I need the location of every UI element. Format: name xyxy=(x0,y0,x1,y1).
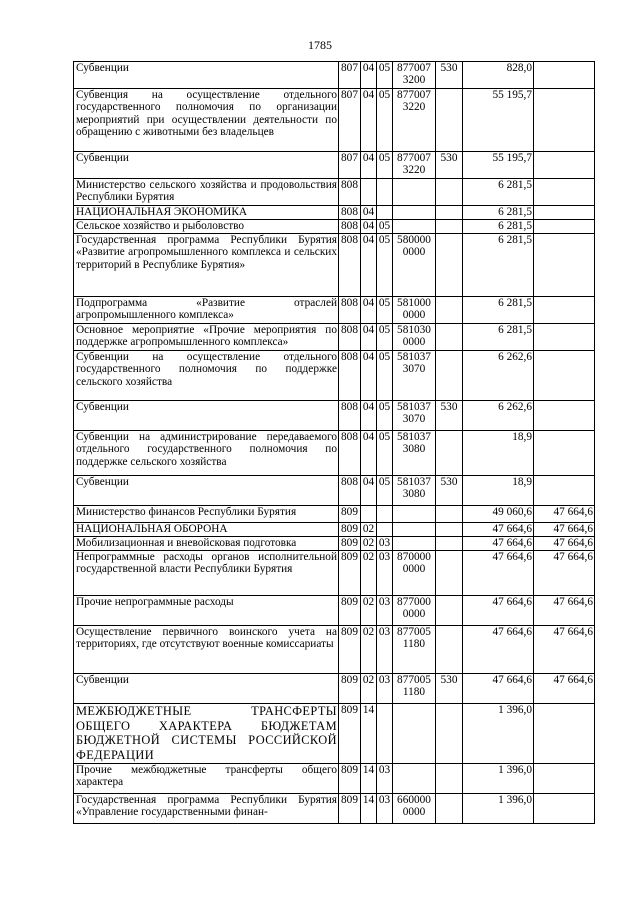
table-row xyxy=(74,523,595,537)
ministry-code: 809 xyxy=(339,506,361,523)
expense-type-code xyxy=(436,324,463,351)
table-row xyxy=(74,297,595,324)
amount-year-2 xyxy=(534,401,595,431)
amount-year-2: 47 664,6 xyxy=(534,523,595,537)
target-article-code xyxy=(393,674,436,704)
subsection-code: 03 xyxy=(377,596,393,626)
target-code-part-1: 580000 xyxy=(397,234,431,246)
row-name: НАЦИОНАЛЬНАЯ ЭКОНОМИКА xyxy=(74,206,339,220)
amount-year-2 xyxy=(534,234,595,297)
target-code-part-1: 660000 xyxy=(397,794,431,806)
section-code: 04 xyxy=(361,297,377,324)
amount-year-1: 1 396,0 xyxy=(463,764,534,794)
amount-year-2 xyxy=(534,220,595,234)
target-article-code xyxy=(393,324,436,351)
subsection-code: 05 xyxy=(377,62,393,89)
table-row xyxy=(74,206,595,220)
ministry-code: 809 xyxy=(339,551,361,596)
amount-year-1: 47 664,6 xyxy=(463,537,534,551)
expense-type-code xyxy=(436,351,463,401)
section-code: 04 xyxy=(361,89,377,152)
section-code: 04 xyxy=(361,62,377,89)
amount-year-2 xyxy=(534,764,595,794)
amount-year-2 xyxy=(534,794,595,824)
amount-year-2 xyxy=(534,206,595,220)
target-code-part-1: 877007 xyxy=(397,62,431,74)
subsection-code: 05 xyxy=(377,351,393,401)
target-code-part-1: 581000 xyxy=(397,297,431,309)
table-row xyxy=(74,596,595,626)
ministry-code: 809 xyxy=(339,704,361,764)
ministry-code: 809 xyxy=(339,596,361,626)
row-name: Подпрограмма «Развитие отраслей агропромышленного комплекса» xyxy=(74,297,339,324)
target-code-part-1: 877000 xyxy=(397,596,431,608)
amount-year-2 xyxy=(534,476,595,506)
section-code: 02 xyxy=(361,626,377,674)
table-row xyxy=(74,234,595,297)
expense-type-code xyxy=(436,626,463,674)
target-article-code xyxy=(393,764,436,794)
amount-year-1: 1 396,0 xyxy=(463,704,534,764)
table-row xyxy=(74,220,595,234)
expense-type-code xyxy=(436,220,463,234)
table-row xyxy=(74,431,595,476)
ministry-code: 807 xyxy=(339,89,361,152)
amount-year-2: 47 664,6 xyxy=(534,596,595,626)
ministry-code: 808 xyxy=(339,324,361,351)
amount-year-2 xyxy=(534,179,595,206)
target-code-part-1: 581030 xyxy=(397,324,431,336)
subsection-code: 03 xyxy=(377,674,393,704)
ministry-code: 809 xyxy=(339,626,361,674)
target-article-code xyxy=(393,506,436,523)
ministry-code: 808 xyxy=(339,297,361,324)
target-article-code xyxy=(393,179,436,206)
section-code: 04 xyxy=(361,234,377,297)
target-article-code xyxy=(393,89,436,152)
subsection-code: 05 xyxy=(377,152,393,179)
expense-type-code xyxy=(436,431,463,476)
target-article-code xyxy=(393,297,436,324)
subsection-code: 03 xyxy=(377,551,393,596)
expense-type-code: 530 xyxy=(436,62,463,89)
target-article-code xyxy=(393,704,436,764)
section-code: 02 xyxy=(361,523,377,537)
row-name: Мобилизационная и вневойсковая подготовка xyxy=(74,537,339,551)
section-code: 04 xyxy=(361,152,377,179)
target-article-code xyxy=(393,537,436,551)
target-article-code xyxy=(393,401,436,431)
table-row xyxy=(74,794,595,824)
target-article-code xyxy=(393,351,436,401)
section-code: 04 xyxy=(361,220,377,234)
ministry-code: 809 xyxy=(339,537,361,551)
target-article-code xyxy=(393,626,436,674)
subsection-code: 05 xyxy=(377,220,393,234)
ministry-code: 808 xyxy=(339,234,361,297)
amount-year-1: 47 664,6 xyxy=(463,523,534,537)
target-code-part-1: 877007 xyxy=(397,152,431,164)
table-row xyxy=(74,537,595,551)
row-name: Министерство финансов Республики Бурятия xyxy=(74,506,339,523)
amount-year-2 xyxy=(534,431,595,476)
section-code: 04 xyxy=(361,431,377,476)
ministry-code: 808 xyxy=(339,220,361,234)
amount-year-1: 18,9 xyxy=(463,476,534,506)
table-row xyxy=(74,351,595,401)
amount-year-1: 6 262,6 xyxy=(463,351,534,401)
subsection-code xyxy=(377,506,393,523)
target-code-part-1: 877005 xyxy=(397,626,431,638)
target-article-code xyxy=(393,152,436,179)
subsection-code: 05 xyxy=(377,324,393,351)
amount-year-2: 47 664,6 xyxy=(534,537,595,551)
section-code: 14 xyxy=(361,704,377,764)
amount-year-2 xyxy=(534,297,595,324)
amount-year-2 xyxy=(534,324,595,351)
ministry-code: 808 xyxy=(339,476,361,506)
expense-type-code: 530 xyxy=(436,152,463,179)
amount-year-1: 47 664,6 xyxy=(463,551,534,596)
row-name: Субвенции xyxy=(74,401,339,431)
target-code-part-2: 0000 xyxy=(402,608,426,621)
target-code-part-2: 0000 xyxy=(402,563,426,576)
table-row xyxy=(74,551,595,596)
table-row xyxy=(74,506,595,523)
amount-year-1: 55 195,7 xyxy=(463,152,534,179)
section-code: 14 xyxy=(361,794,377,824)
table-row xyxy=(74,764,595,794)
subsection-code: 03 xyxy=(377,794,393,824)
target-code-part-2: 0000 xyxy=(402,246,426,259)
row-name: Субвенция на осуществление отдельного государственного полномочия по организации мероприятий при осуществлении деятельности по обращению с животными без владельцев xyxy=(74,89,339,152)
amount-year-1: 6 281,5 xyxy=(463,324,534,351)
amount-year-2: 47 664,6 xyxy=(534,551,595,596)
expense-type-code xyxy=(436,297,463,324)
target-code-part-1: 870000 xyxy=(397,551,431,563)
expense-type-code: 530 xyxy=(436,476,463,506)
subsection-code xyxy=(377,523,393,537)
expense-type-code xyxy=(436,206,463,220)
row-name: Министерство сельского хозяйства и продовольствия Республики Бурятия xyxy=(74,179,339,206)
row-name: Осуществление первичного воинского учета на территориях, где отсутствуют военные комиссариаты xyxy=(74,626,339,674)
subsection-code: 05 xyxy=(377,401,393,431)
target-article-code xyxy=(393,794,436,824)
amount-year-1: 47 664,6 xyxy=(463,626,534,674)
ministry-code: 809 xyxy=(339,764,361,794)
section-code: 14 xyxy=(361,764,377,794)
subsection-code: 05 xyxy=(377,431,393,476)
row-name: Государственная программа Республики Бурятия «Управление государственными финан- xyxy=(74,794,339,824)
target-code-part-1: 581037 xyxy=(397,401,431,413)
section-code xyxy=(361,179,377,206)
row-name: Субвенции на осуществление отдельного государственного полномочия по поддержке сельского хозяйства xyxy=(74,351,339,401)
amount-year-1: 6 262,6 xyxy=(463,401,534,431)
target-code-part-1: 877005 xyxy=(397,674,431,686)
expense-type-code xyxy=(436,551,463,596)
target-code-part-1: 581037 xyxy=(397,431,431,443)
target-code-part-2: 3070 xyxy=(402,413,426,426)
amount-year-2: 47 664,6 xyxy=(534,506,595,523)
amount-year-2 xyxy=(534,89,595,152)
table-row xyxy=(74,401,595,431)
amount-year-2 xyxy=(534,351,595,401)
ministry-code: 808 xyxy=(339,431,361,476)
expense-type-code: 530 xyxy=(436,674,463,704)
target-article-code xyxy=(393,523,436,537)
target-code-part-2: 0000 xyxy=(402,336,426,349)
target-code-part-2: 3220 xyxy=(402,164,426,177)
row-name: НАЦИОНАЛЬНАЯ ОБОРОНА xyxy=(74,523,339,537)
section-code xyxy=(361,506,377,523)
ministry-code: 808 xyxy=(339,401,361,431)
target-article-code xyxy=(393,476,436,506)
section-code: 04 xyxy=(361,206,377,220)
section-code: 02 xyxy=(361,537,377,551)
row-name: Непрограммные расходы органов исполнительной государственной власти Республики Бурятия xyxy=(74,551,339,596)
expense-type-code xyxy=(436,794,463,824)
amount-year-1: 6 281,5 xyxy=(463,297,534,324)
row-name: Субвенции xyxy=(74,152,339,179)
row-name: Субвенции xyxy=(74,62,339,89)
row-name: Прочие непрограммные расходы xyxy=(74,596,339,626)
section-code: 02 xyxy=(361,674,377,704)
expense-type-code: 530 xyxy=(436,401,463,431)
table-row xyxy=(74,89,595,152)
subsection-code: 03 xyxy=(377,764,393,794)
subsection-code: 05 xyxy=(377,297,393,324)
row-name: МЕЖБЮДЖЕТНЫЕ ТРАНСФЕРТЫ ОБЩЕГО ХАРАКТЕРА БЮДЖЕТАМ БЮДЖЕТНОЙ СИСТЕМЫ РОССИЙСКОЙ ФЕДЕРАЦИИ xyxy=(74,704,339,764)
amount-year-1: 828,0 xyxy=(463,62,534,89)
amount-year-2 xyxy=(534,62,595,89)
ministry-code: 807 xyxy=(339,62,361,89)
target-code-part-2: 3220 xyxy=(402,101,426,114)
row-name: Субвенции на администрирование передаваемого отдельного государственного полномочия по поддержке сельского хозяйства xyxy=(74,431,339,476)
target-code-part-2: 1180 xyxy=(402,686,426,699)
table-row xyxy=(74,324,595,351)
ministry-code: 809 xyxy=(339,674,361,704)
amount-year-1: 6 281,5 xyxy=(463,220,534,234)
row-name: Субвенции xyxy=(74,674,339,704)
table-row xyxy=(74,674,595,704)
subsection-code: 03 xyxy=(377,626,393,674)
amount-year-1: 6 281,5 xyxy=(463,206,534,220)
amount-year-1: 6 281,5 xyxy=(463,234,534,297)
budget-table xyxy=(73,61,595,824)
target-code-part-2: 3080 xyxy=(402,443,426,456)
expense-type-code xyxy=(436,764,463,794)
section-code: 02 xyxy=(361,551,377,596)
budget-table-body xyxy=(74,62,595,824)
amount-year-1: 55 195,7 xyxy=(463,89,534,152)
target-code-part-2: 0000 xyxy=(402,309,426,322)
section-code: 04 xyxy=(361,401,377,431)
expense-type-code xyxy=(436,234,463,297)
section-code: 04 xyxy=(361,476,377,506)
amount-year-1: 18,9 xyxy=(463,431,534,476)
expense-type-code xyxy=(436,179,463,206)
target-code-part-2: 0000 xyxy=(402,806,426,819)
table-row xyxy=(74,704,595,764)
target-article-code xyxy=(393,551,436,596)
subsection-code xyxy=(377,206,393,220)
ministry-code: 808 xyxy=(339,179,361,206)
amount-year-1: 1 396,0 xyxy=(463,794,534,824)
target-code-part-1: 877007 xyxy=(397,89,431,101)
table-row xyxy=(74,152,595,179)
target-article-code xyxy=(393,206,436,220)
subsection-code xyxy=(377,704,393,764)
subsection-code xyxy=(377,179,393,206)
subsection-code: 03 xyxy=(377,537,393,551)
table-row xyxy=(74,476,595,506)
amount-year-1: 6 281,5 xyxy=(463,179,534,206)
expense-type-code xyxy=(436,596,463,626)
amount-year-1: 49 060,6 xyxy=(463,506,534,523)
amount-year-2: 47 664,6 xyxy=(534,626,595,674)
row-name: Сельское хозяйство и рыболовство xyxy=(74,220,339,234)
amount-year-2 xyxy=(534,152,595,179)
subsection-code: 05 xyxy=(377,89,393,152)
target-code-part-1: 581037 xyxy=(397,476,431,488)
target-article-code xyxy=(393,596,436,626)
target-article-code xyxy=(393,234,436,297)
target-code-part-2: 3070 xyxy=(402,363,426,376)
subsection-code: 05 xyxy=(377,476,393,506)
target-code-part-1: 581037 xyxy=(397,351,431,363)
expense-type-code xyxy=(436,704,463,764)
target-code-part-2: 1180 xyxy=(402,638,426,651)
table-row xyxy=(74,179,595,206)
target-article-code xyxy=(393,62,436,89)
row-name: Основное мероприятие «Прочие мероприятия по поддержке агропромышленного комплекса» xyxy=(74,324,339,351)
expense-type-code xyxy=(436,523,463,537)
amount-year-2 xyxy=(534,704,595,764)
amount-year-2: 47 664,6 xyxy=(534,674,595,704)
ministry-code: 808 xyxy=(339,351,361,401)
expense-type-code xyxy=(436,89,463,152)
ministry-code: 809 xyxy=(339,523,361,537)
section-code: 02 xyxy=(361,596,377,626)
row-name: Прочие межбюджетные трансферты общего характера xyxy=(74,764,339,794)
ministry-code: 808 xyxy=(339,206,361,220)
row-name: Государственная программа Республики Бурятия «Развитие агропромышленного комплекса и сельских территорий в Республике Бурятия» xyxy=(74,234,339,297)
amount-year-1: 47 664,6 xyxy=(463,596,534,626)
target-article-code xyxy=(393,220,436,234)
expense-type-code xyxy=(436,537,463,551)
table-row xyxy=(74,626,595,674)
section-code: 04 xyxy=(361,351,377,401)
row-name: Субвенции xyxy=(74,476,339,506)
target-code-part-2: 3080 xyxy=(402,488,426,501)
target-article-code xyxy=(393,431,436,476)
table-row xyxy=(74,62,595,89)
subsection-code: 05 xyxy=(377,234,393,297)
expense-type-code xyxy=(436,506,463,523)
amount-year-1: 47 664,6 xyxy=(463,674,534,704)
target-code-part-2: 3200 xyxy=(402,74,426,87)
page-number: 1785 xyxy=(308,38,332,52)
section-code: 04 xyxy=(361,324,377,351)
ministry-code: 807 xyxy=(339,152,361,179)
ministry-code: 809 xyxy=(339,794,361,824)
